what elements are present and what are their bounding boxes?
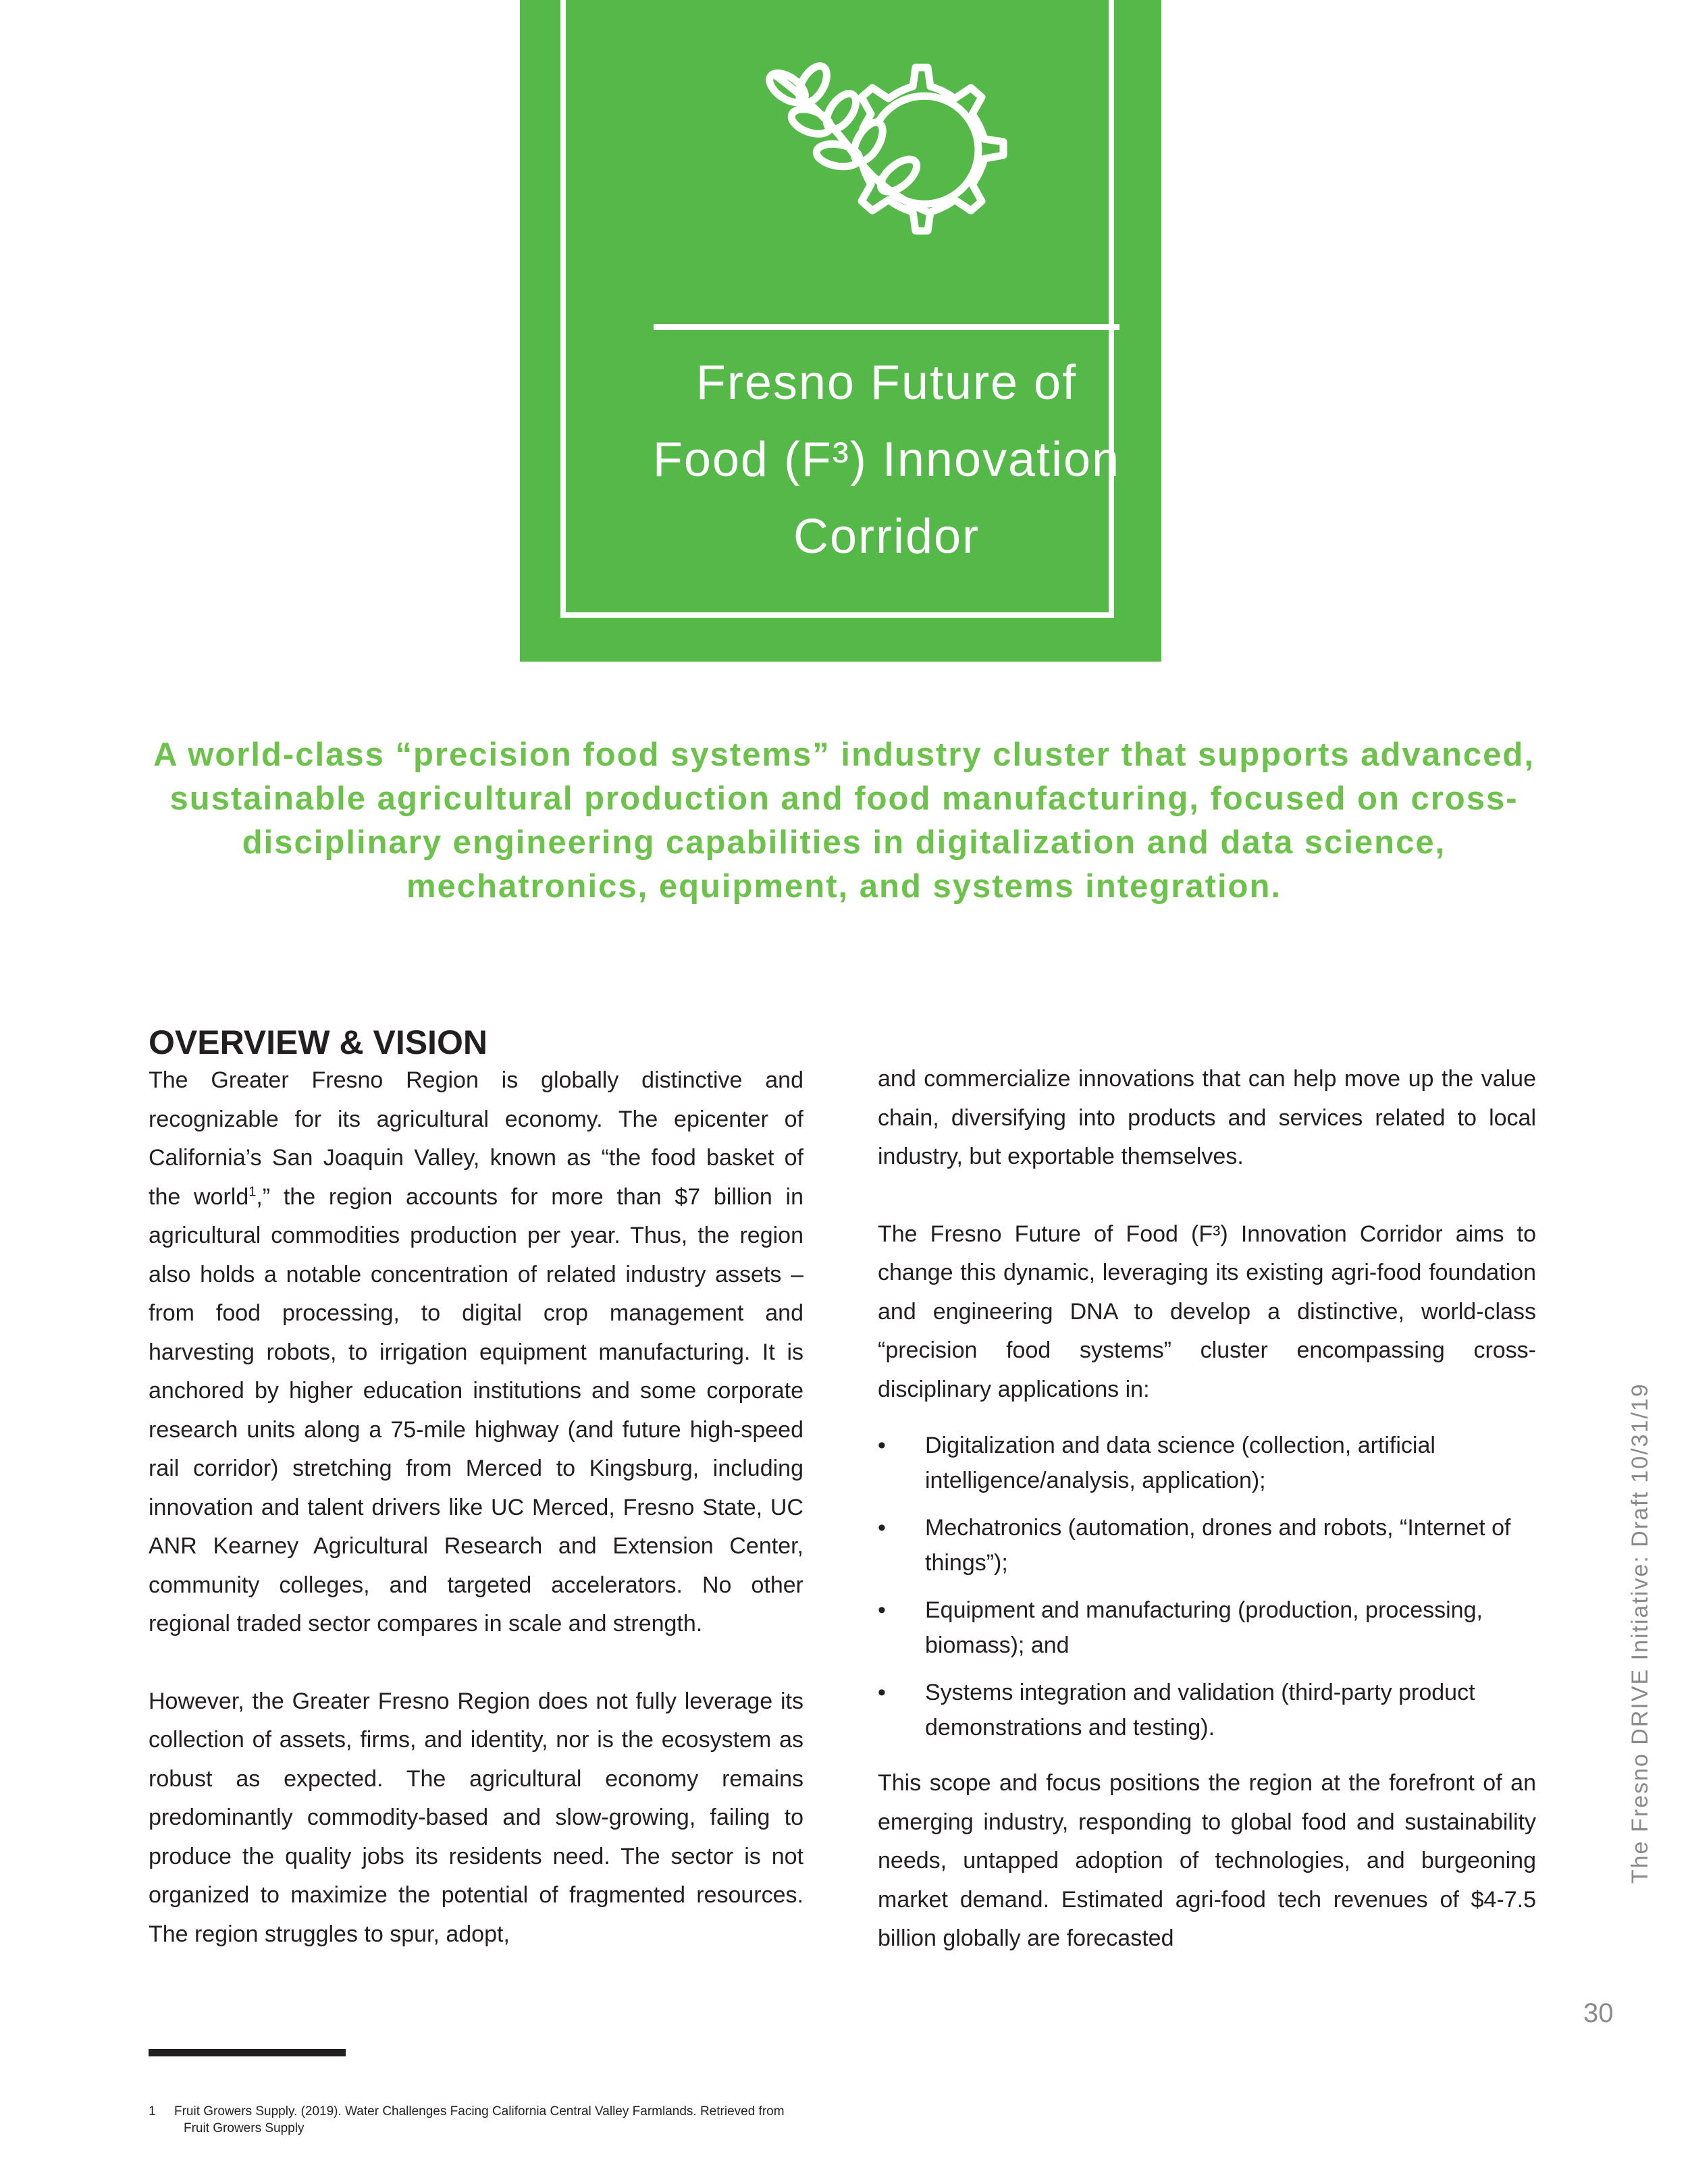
bullet-icon: • xyxy=(878,1433,886,1458)
overview-paragraph-1 xyxy=(149,1061,803,1644)
bullet-icon: • xyxy=(878,1515,886,1541)
footnote-number: 1 xyxy=(149,2104,156,2119)
title-line-1: Fresno Future of xyxy=(695,356,1078,410)
footnote-line-1: Fruit Growers Supply. (2019). Water Challenges Facing California Central Valley Farmlands. Retrieved from xyxy=(174,2104,785,2119)
focus-list xyxy=(878,1428,1536,1745)
p1-text-b: ,” the region accounts for more than $7 billion in agricultural commodities production per year. Thus, the region also holds a notable concentration of related industry assets – from food processing, to digital crop management and harvesting robots, to irrigation equipment manufacturing. It is anchored by higher education institutions and some corporate research units along a 75-mile highway (and future high-speed rail corridor) stretching from Merced to Kingsburg, including innovation and talent drivers like UC Merced, Fresno State, UC ANR Kearney Agricultural Research and Extension Center, community colleges, and targeted accelerators. No other regional traded sector compares in scale and strength. xyxy=(149,1183,803,1636)
tagline: A world-class “precision food systems” industry cluster that supports advanced, sustainable agricultural production and food manufacturing, focused on cross-disciplinary engineering capabilities in digitalization and data science, mechatronics, equipment, and systems integration. xyxy=(153,737,1535,905)
running-side-header: The Fresno DRIVE Initiative: Draft 10/31/19 xyxy=(1627,1383,1653,1884)
list-item-text: Digitalization and data science (collection, artificial intelligence/analysis, application); xyxy=(925,1433,1435,1493)
footnote-ref[interactable]: 1 xyxy=(248,1184,257,1200)
title-line-2: Food (F³) Innovation xyxy=(652,433,1121,487)
footnote-line-2: Fruit Growers Supply xyxy=(184,2121,305,2135)
list-item xyxy=(878,1675,1536,1745)
left-column xyxy=(149,1018,803,1954)
gear-with-leaves-icon xyxy=(747,47,1030,297)
hero-divider xyxy=(654,324,1119,330)
list-item-text: Systems integration and validation (third-party product demonstrations and testing). xyxy=(925,1680,1475,1740)
p1-text-a: The Greater Fresno Region is globally distinctive and recognizable for its agricultural economy. The epicenter of California’s San Joaquin Valley, known as “the food basket of the world xyxy=(149,1067,803,1210)
footnote-divider xyxy=(149,2049,346,2056)
list-item-text: Mechatronics (automation, drones and robots, “Internet of things”); xyxy=(925,1515,1511,1576)
hero-frame xyxy=(560,0,1121,618)
list-item xyxy=(878,1510,1536,1580)
section-heading: OVERVIEW & VISION xyxy=(149,1023,487,1061)
overview-paragraph-2: However, the Greater Fresno Region does not fully leverage its collection of assets, firms, and identity, nor is the ecosystem as robust as expected. The agricultural economy remains predominantly commodity-based and slow-growing, failing to produce the quality jobs its residents need. The sector is not organized to maximize the potential of fragmented resources. The region struggles to spur, adopt, xyxy=(149,1688,803,1947)
list-item xyxy=(878,1593,1536,1663)
footnote xyxy=(149,2103,891,2137)
title-line-3: Corridor xyxy=(793,510,980,564)
overview-paragraph-4: The Fresno Future of Food (F³) Innovation Corridor aims to change this dynamic, leveraging its existing agri-food foundation and engineering DNA to develop a distinctive, world-class “precision food systems” cluster encompassing cross-disciplinary applications in: xyxy=(878,1221,1536,1402)
hero-banner xyxy=(520,0,1161,662)
overview-paragraph-5: This scope and focus positions the region at the forefront of an emerging industry, responding to global food and sustainability needs, untapped adoption of technologies, and burgeoning market demand. Estimated agri-food tech revenues of $4-7.5 billion globally are forecasted xyxy=(878,1770,1536,1951)
list-item-text: Equipment and manufacturing (production, processing, biomass); and xyxy=(925,1597,1483,1658)
overview-paragraph-3: and commercialize innovations that can help move up the value chain, diversifying into products and services related to local industry, but exportable themselves. xyxy=(878,1066,1536,1169)
page-number: 30 xyxy=(1583,1998,1614,2028)
page-title xyxy=(613,344,1160,575)
list-item xyxy=(878,1428,1536,1498)
bullet-icon: • xyxy=(878,1680,886,1705)
bullet-icon: • xyxy=(878,1597,886,1623)
right-column xyxy=(878,1060,1536,1959)
